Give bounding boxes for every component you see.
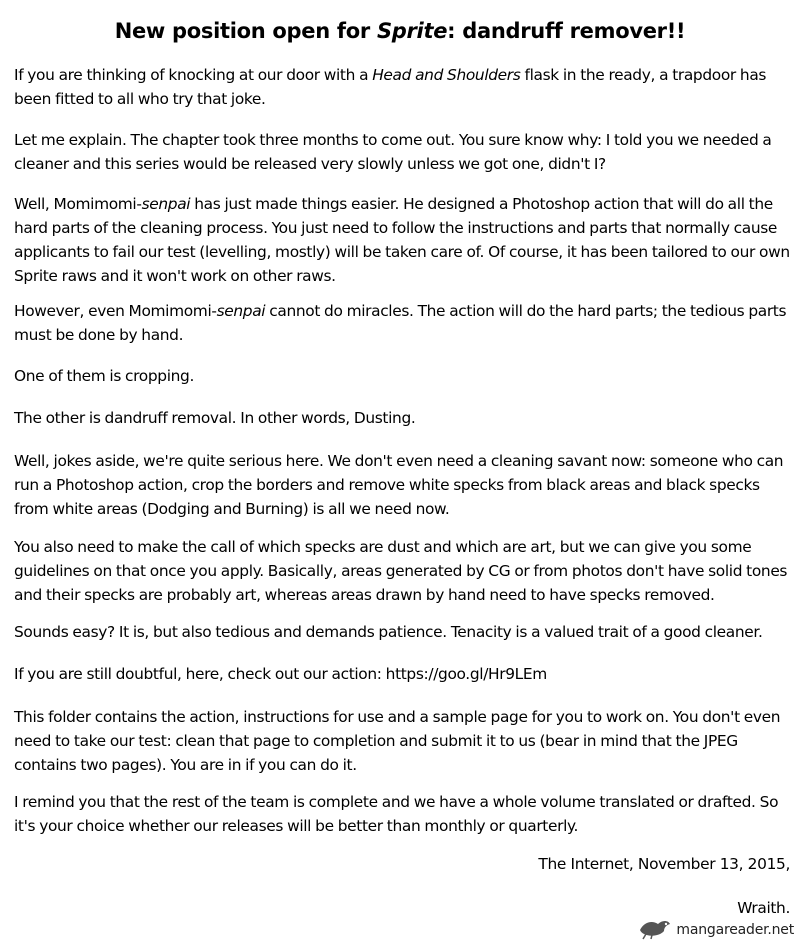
paragraph-1-text-c: flask in the ready, a trapdoor has been fitted to all who try that joke. [14,66,767,108]
paragraph-11: This folder contains the action, instructions for use and a sample page for you to work on. You don't even need to take our test: clean that page to completion and submit it to us (bear in mind that the JPEG contains two pages). You are in if you can do it. [14,708,781,774]
paragraph-5: One of them is cropping. [14,367,194,385]
paragraph-9: Sounds easy? It is, but also tedious and demands patience. Tenacity is a valued trait of a good cleaner. [14,623,763,641]
signature: Wraith. [737,899,790,917]
paragraph-8: You also need to make the call of which specks are dust and which are art, but we can give you some guidelines on that once you apply. Basically, areas generated by CG or from photos don't have solid tones and their specks are probably art, whereas areas drawn by hand need to have specks removed. [14,538,788,604]
paragraph-1-italic: Head and Shoulders [372,66,521,84]
dateline: The Internet, November 13, 2015, [538,855,790,873]
watermark-text: mangareader.net [676,922,794,938]
paragraph-4-text-a: However, even Momimomi- [14,302,217,320]
page-title [0,15,800,47]
paragraph-12: I remind you that the rest of the team is complete and we have a whole volume translated or drafted. So it's your choice whether our releases will be better than monthly or quarterly. [14,793,779,835]
paragraph-3 [14,192,794,288]
paragraph-3-text-a: Well, Momimomi- [14,195,142,213]
paragraph-4 [14,299,794,347]
paragraph-3-italic: senpai [141,195,191,213]
paragraph-3-text-c: has just made things easier. He designed a Photoshop action that will do all the hard parts of the cleaning process. You just need to follow the instructions and parts that normally cause applicants to fail our test (levelling, mostly) will be taken care of. Of course, it has been tailored to our own Sprite raws and it won't work on other raws. [14,195,790,285]
watermark [638,915,794,945]
title-prefix: New position open for [114,19,377,43]
paragraph-10: If you are still doubtful, here, check out our action: https://goo.gl/Hr9LEm [14,665,547,683]
title-suffix: : dandruff remover!! [447,19,686,43]
paragraph-4-italic: senpai [216,302,266,320]
paragraph-7: Well, jokes aside, we're quite serious here. We don't even need a cleaning savant now: someone who can run a Photoshop action, crop the borders and remove white specks from black areas and black specks from white areas (Dodging and Burning) is all we need now. [14,452,784,518]
paragraph-2: Let me explain. The chapter took three months to come out. You sure know why: I told you we needed a cleaner and this series would be released very slowly unless we got one, didn't I? [14,131,772,173]
paragraph-1 [14,63,794,111]
paragraph-6: The other is dandruff removal. In other words, Dusting. [14,409,416,427]
bird-logo-icon [638,916,672,944]
title-italic: Sprite [376,19,448,43]
paragraph-4-text-c: cannot do miracles. The action will do the hard parts; the tedious parts must be done by hand. [14,302,787,344]
paragraph-1-text-a: If you are thinking of knocking at our door with a [14,66,373,84]
